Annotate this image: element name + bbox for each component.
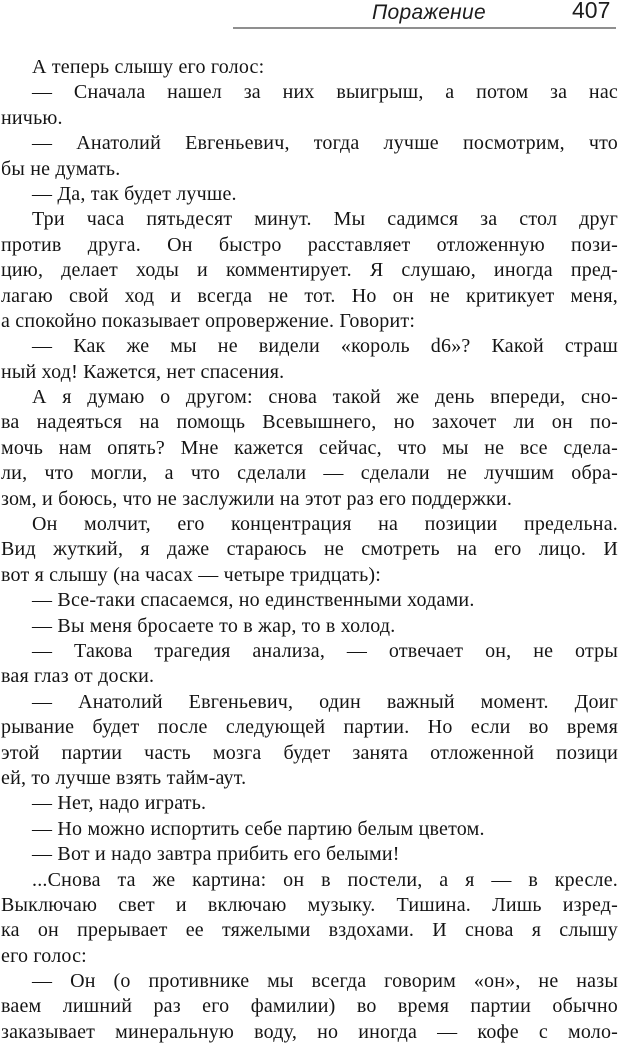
- text-line: вая глаз от доски.: [1, 665, 155, 688]
- text-line: ный ход! Кажется, нет спасения.: [1, 360, 285, 383]
- text-line: ка он прерывает ее тяжелыми вздохами. И снова я слышу: [1, 919, 618, 942]
- paragraph: [1, 690, 618, 792]
- text-line: мочь нам опять? Мне кажется сейчас, что мы не все сдела-: [1, 436, 618, 459]
- paragraph: [1, 614, 618, 639]
- text-line: рывание будет после следующей партии. Но если во время: [1, 716, 618, 739]
- text-line: — Анатолий Евгеньевич, тогда лучше посмотрим, что: [32, 132, 618, 155]
- paragraph: [1, 791, 618, 816]
- text-line: — Он (о противнике мы всегда говорим «он», не назы: [32, 970, 618, 993]
- text-line: Выключаю свет и включаю музыку. Тишина. Лишь изред-: [1, 893, 618, 916]
- text-line: — Как же мы не видели «король d6»? Какой страш: [32, 335, 618, 358]
- paragraph: [1, 842, 618, 867]
- text-line: Три часа пятьдесят минут. Мы садимся за стол друг: [32, 208, 618, 231]
- page-number: 407: [572, 0, 611, 23]
- text-line: заказывает минеральную воду, но иногда — кофе с моло-: [1, 1020, 618, 1043]
- paragraph: [1, 55, 618, 80]
- paragraph: [1, 182, 618, 207]
- text-line: — Анатолий Евгеньевич, один важный момент. Доиг: [32, 690, 618, 713]
- text-line: вот я слышу (на часах — четыре тридцать):: [1, 563, 382, 586]
- paragraph: [1, 868, 618, 970]
- text-line: лагаю свой ход и всегда не тот. Но он не критикует меня,: [1, 284, 618, 307]
- text-line: — Все-таки спасаемся, но единственными ходами.: [32, 589, 475, 612]
- text-line: против друга. Он быстро расставляет отложенную пози-: [1, 233, 618, 256]
- text-line: этой партии часть мозга будет занята отложенной позици: [1, 741, 618, 764]
- text-line: ...Снова та же картина: он в постели, а я — в кресле.: [32, 868, 618, 891]
- paragraph: [1, 80, 618, 131]
- text-line: бы не думать.: [1, 157, 121, 180]
- text-line: цию, делает ходы и комментирует. Я слушаю, иногда пред-: [1, 259, 618, 282]
- text-line: ваем лишний раз его фамилии) во время партии обычно: [1, 995, 618, 1018]
- text-line: Вид жуткий, я даже стараюсь не смотреть на его лицо. И: [1, 538, 618, 561]
- text-line: зом, и боюсь, что не заслужили на этот раз его поддержки.: [1, 487, 513, 510]
- text-line: Он молчит, его концентрация на позиции предельна.: [32, 513, 618, 536]
- page-body: [1, 55, 618, 1045]
- text-line: его голос:: [1, 944, 87, 967]
- text-line: — Вот и надо завтра прибить его белыми!: [32, 843, 400, 866]
- text-line: — Да, так будет лучше.: [32, 182, 237, 205]
- paragraph: [1, 512, 618, 588]
- text-line: ей, то лучше взять тайм-аут.: [1, 766, 247, 789]
- text-line: — Такова трагедия анализа, — отвечает он, не отры: [32, 639, 618, 662]
- text-line: А я думаю о другом: снова такой же день впереди, сно-: [32, 386, 618, 409]
- text-line: — Нет, надо играть.: [32, 792, 207, 815]
- text-line: ничью.: [1, 106, 63, 129]
- paragraph: [1, 207, 618, 334]
- text-line: — Вы меня бросаете то в жар, то в холод.: [32, 614, 396, 637]
- text-line: а спокойно показывает опровержение. Говорит:: [1, 309, 416, 332]
- paragraph: [1, 131, 618, 182]
- header-rule: [233, 27, 616, 29]
- text-line: ли, что могли, а что сделали — сделали не лучшим обра-: [1, 462, 618, 485]
- paragraph: [1, 639, 618, 690]
- paragraph: [1, 588, 618, 613]
- text-line: — Сначала нашел за них выигрыш, а потом за нас: [32, 81, 618, 104]
- text-line: А теперь слышу его голос:: [32, 56, 265, 78]
- text-line: — Но можно испортить себе партию белым цветом.: [32, 817, 485, 840]
- paragraph: [1, 817, 618, 842]
- paragraph: [1, 334, 618, 385]
- text-line: ва надеяться на помощь Всевышнего, но захочет ли он по-: [1, 411, 618, 434]
- chapter-title: Поражение: [372, 1, 486, 24]
- paragraph: [1, 969, 618, 1045]
- paragraph: [1, 385, 618, 512]
- running-header: [0, 0, 620, 32]
